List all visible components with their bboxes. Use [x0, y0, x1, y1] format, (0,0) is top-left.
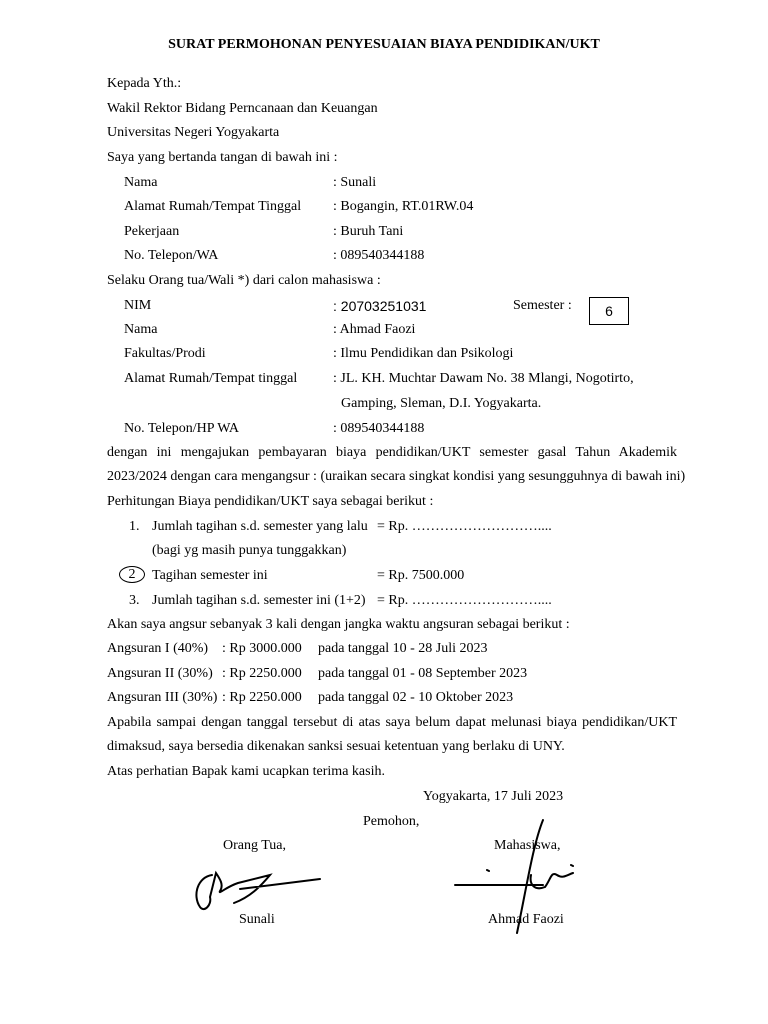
installment-1-label: Angsuran I (40%): [107, 641, 209, 656]
calc-item-1-note: (bagi yg masih punya tunggakkan): [152, 543, 347, 558]
parent-name-label: Nama: [124, 175, 158, 190]
parent-signer-role: Orang Tua,: [223, 838, 287, 853]
pemohon-label: Pemohon,: [363, 814, 420, 829]
calc-intro: Perhitungan Biaya pendidikan/UKT saya sebagai berikut :: [107, 494, 434, 509]
semester-label: Semester :: [513, 298, 572, 313]
recipient-greeting: Kepada Yth.:: [107, 76, 182, 91]
calc-item-3-number: 3.: [129, 593, 140, 608]
parent-job-label: Pekerjaan: [124, 224, 180, 239]
student-signer-name: Ahmad Faozi: [488, 912, 564, 927]
thanks-text: Atas perhatian Bapak kami ucapkan terima kasih.: [107, 764, 385, 779]
installment-3-date: pada tanggal 02 - 10 Oktober 2023: [318, 690, 514, 705]
calc-item-3-value: = Rp. ………………………....: [377, 593, 552, 608]
student-address-label: Alamat Rumah/Tempat tinggal: [124, 371, 298, 386]
installment-1-amount: : Rp 3000.000: [222, 641, 302, 656]
calc-item-2-circled-number: 2: [119, 566, 145, 583]
student-nim-label: NIM: [124, 298, 152, 313]
installment-1-date: pada tanggal 10 - 28 Juli 2023: [318, 641, 488, 656]
installment-2-date: pada tanggal 01 - 08 September 2023: [318, 666, 528, 681]
parent-phone-value: : 089540344188: [333, 248, 425, 263]
parent-signature-icon: [190, 865, 330, 915]
student-name-value: : Ahmad Faozi: [333, 322, 416, 337]
student-signer-role: Mahasiswa,: [494, 838, 561, 853]
parent-signer-name: Sunali: [239, 912, 275, 927]
calc-item-2-value: = Rp. 7500.000: [377, 568, 465, 583]
document-title: SURAT PERMOHONAN PENYESUAIAN BIAYA PENDIDIKAN/UKT: [168, 37, 600, 52]
parent-address-label: Alamat Rumah/Tempat Tinggal: [124, 199, 302, 214]
recipient-line-2: Universitas Negeri Yogyakarta: [107, 125, 280, 140]
calc-item-2-label: Tagihan semester ini: [152, 568, 268, 583]
student-phone-label: No. Telepon/HP WA: [124, 421, 240, 436]
intro-text: Saya yang bertanda tangan di bawah ini :: [107, 150, 338, 165]
parent-phone-label: No. Telepon/WA: [124, 248, 219, 263]
installment-2-label: Angsuran II (30%): [107, 666, 213, 681]
student-faculty-label: Fakultas/Prodi: [124, 346, 206, 361]
place-date: Yogyakarta, 17 Juli 2023: [423, 789, 564, 804]
parent-name-value: : Sunali: [333, 175, 377, 190]
student-faculty-value: : Ilmu Pendidikan dan Psikologi: [333, 346, 514, 361]
installment-3-label: Angsuran III (30%): [107, 690, 218, 705]
calc-item-1-label: Jumlah tagihan s.d. semester yang lalu: [152, 519, 368, 534]
parent-job-value: : Buruh Tani: [333, 224, 404, 239]
student-address-value-1: : JL. KH. Muchtar Dawam No. 38 Mlangi, Nogotirto,: [333, 371, 634, 386]
recipient-line-1: Wakil Rektor Bidang Perncanaan dan Keuangan: [107, 101, 378, 116]
installment-intro: Akan saya angsur sebanyak 3 kali dengan jangka waktu angsuran sebagai berikut :: [107, 617, 570, 632]
student-phone-value: : 089540344188: [333, 421, 425, 436]
calc-item-1-number: 1.: [129, 519, 140, 534]
student-nim-value: : 20703251031: [333, 298, 427, 314]
student-name-label: Nama: [124, 322, 158, 337]
installment-2-amount: : Rp 2250.000: [222, 666, 302, 681]
calc-item-1-value: = Rp. ………………………....: [377, 519, 552, 534]
installment-3-amount: : Rp 2250.000: [222, 690, 302, 705]
closing-line-2: dimaksud, saya bersedia dikenakan sanksi sesuai ketentuan yang berlaku di UNY.: [107, 739, 565, 754]
parent-address-value: : Bogangin, RT.01RW.04: [333, 199, 474, 214]
semester-value-box: 6: [589, 297, 629, 325]
student-address-value-2: Gamping, Sleman, D.I. Yogyakarta.: [341, 396, 542, 411]
calc-item-3-label: Jumlah tagihan s.d. semester ini (1+2): [152, 593, 366, 608]
request-line-2: 2023/2024 dengan cara mengangsur : (uraikan secara singkat kondisi yang sesungguhnya di bawah ini): [107, 469, 686, 484]
closing-line-1: Apabila sampai dengan tanggal tersebut di atas saya belum dapat melunasi biaya pendidikan/UKT: [107, 715, 677, 730]
student-intro: Selaku Orang tua/Wali *) dari calon mahasiswa :: [107, 273, 381, 288]
request-line-1: dengan ini mengajukan pembayaran biaya pendidikan/UKT semester gasal Tahun Akademik: [107, 445, 677, 460]
